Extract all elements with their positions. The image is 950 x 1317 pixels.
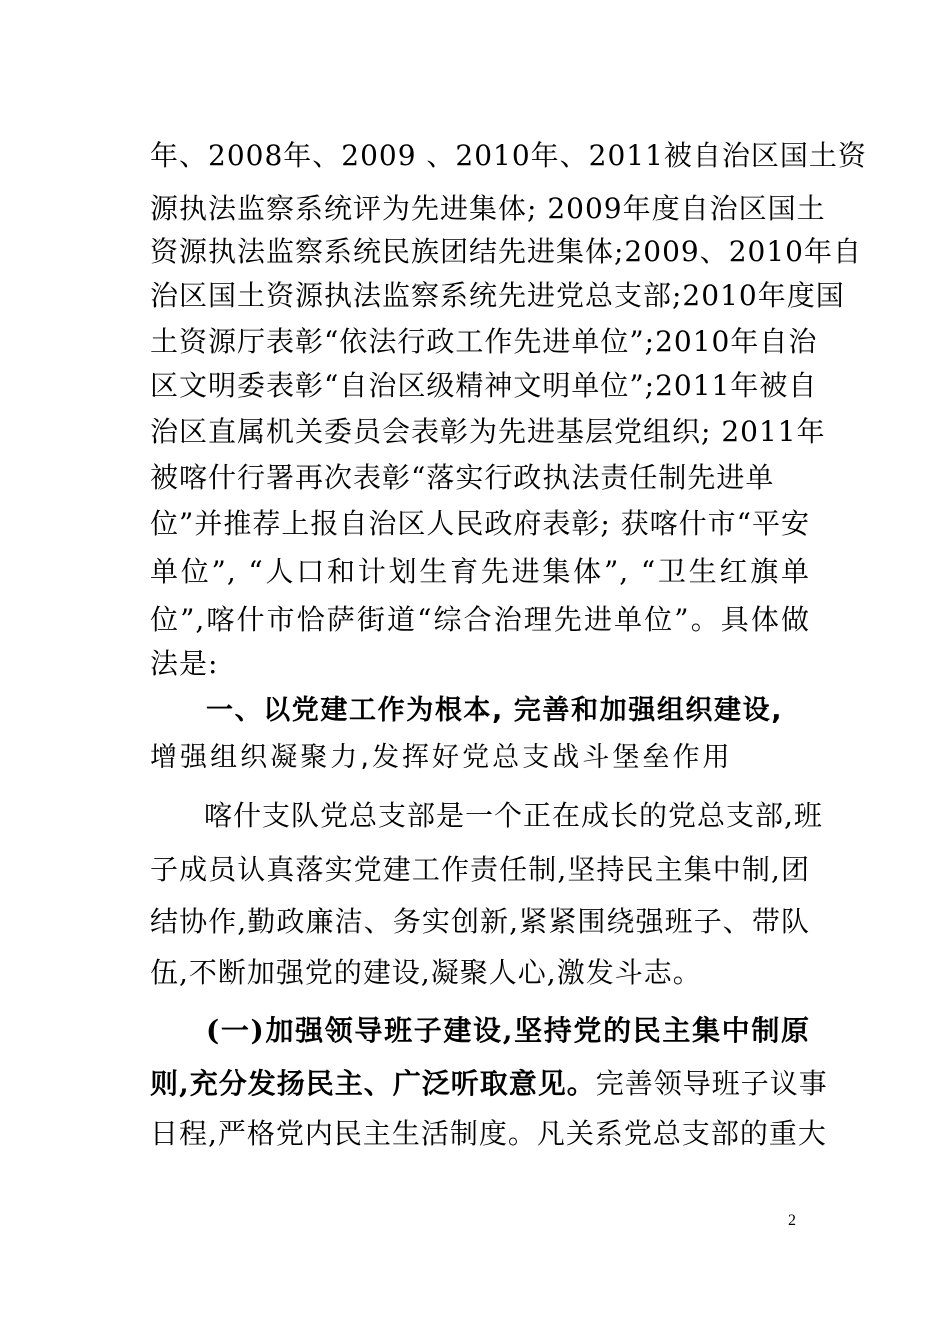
paragraph-2-line-1: 喀什支队党总支部是一个正在成长的党总支部,班 <box>204 799 823 832</box>
subsection-heading-line-1: (一)加强领导班子建设,坚持党的民主集中制原 <box>206 1014 810 1047</box>
text-line-5: 土资源厅表彰“依法行政工作先进单位”;2010年自治 <box>150 325 818 358</box>
text-line-2: 源执法监察系统评为先进集体; 2009年度自治区国土 <box>150 192 826 225</box>
text-line-3: 资源执法监察系统民族团结先进集体;2009、2010年自 <box>150 235 862 268</box>
paragraph-3-line-2 <box>150 1064 828 1104</box>
paragraph-2-line-3: 结协作,勤政廉洁、务实创新,紧紧围绕强班子、带队 <box>150 905 810 938</box>
text-line-9: 位”并推荐上报自治区人民政府表彰; 获喀什市“平安 <box>150 507 810 540</box>
section-heading-line-1: 一、以党建工作为根本, 完善和加强组织建设, <box>206 695 782 726</box>
text-line-7: 治区直属机关委员会表彰为先进基层党组织; 2011年 <box>150 415 826 448</box>
section-heading-line-2: 增强组织凝聚力,发挥好党总支战斗堡垒作用 <box>150 742 730 773</box>
page-number: 2 <box>788 1212 796 1229</box>
subsection-heading-line-2: 则,充分发扬民主、广泛听取意见。 <box>150 1067 596 1100</box>
text-line-12: 法是: <box>150 647 219 680</box>
text-line-8: 被喀什行署再次表彰“落实行政执法责任制先进单 <box>150 461 775 494</box>
paragraph-3-line-3: 日程,严格党内民主生活制度。凡关系党总支部的重大 <box>150 1117 827 1150</box>
text-line-4: 治区国土资源执法监察系统先进党总支部;2010年度国 <box>150 279 845 312</box>
paragraph-2-line-2: 子成员认真落实党建工作责任制,坚持民主集中制,团 <box>150 853 810 886</box>
text-line-10: 单位”, “人口和计划生育先进集体”, “卫生红旗单 <box>150 555 810 588</box>
text-line-6: 区文明委表彰“自治区级精神文明单位”;2011年被自 <box>150 369 818 402</box>
paragraph-2-line-4: 伍,不断加强党的建设,凝聚人心,激发斗志。 <box>150 956 702 989</box>
text-line-1: 年、2008年、2009 、2010年、2011被自治区国土资 <box>150 139 867 172</box>
paragraph-3-line-2-text: 完善领导班子议事 <box>595 1067 828 1100</box>
text-line-11: 位”,喀什市恰萨街道“综合治理先进单位”。具体做 <box>150 603 810 636</box>
